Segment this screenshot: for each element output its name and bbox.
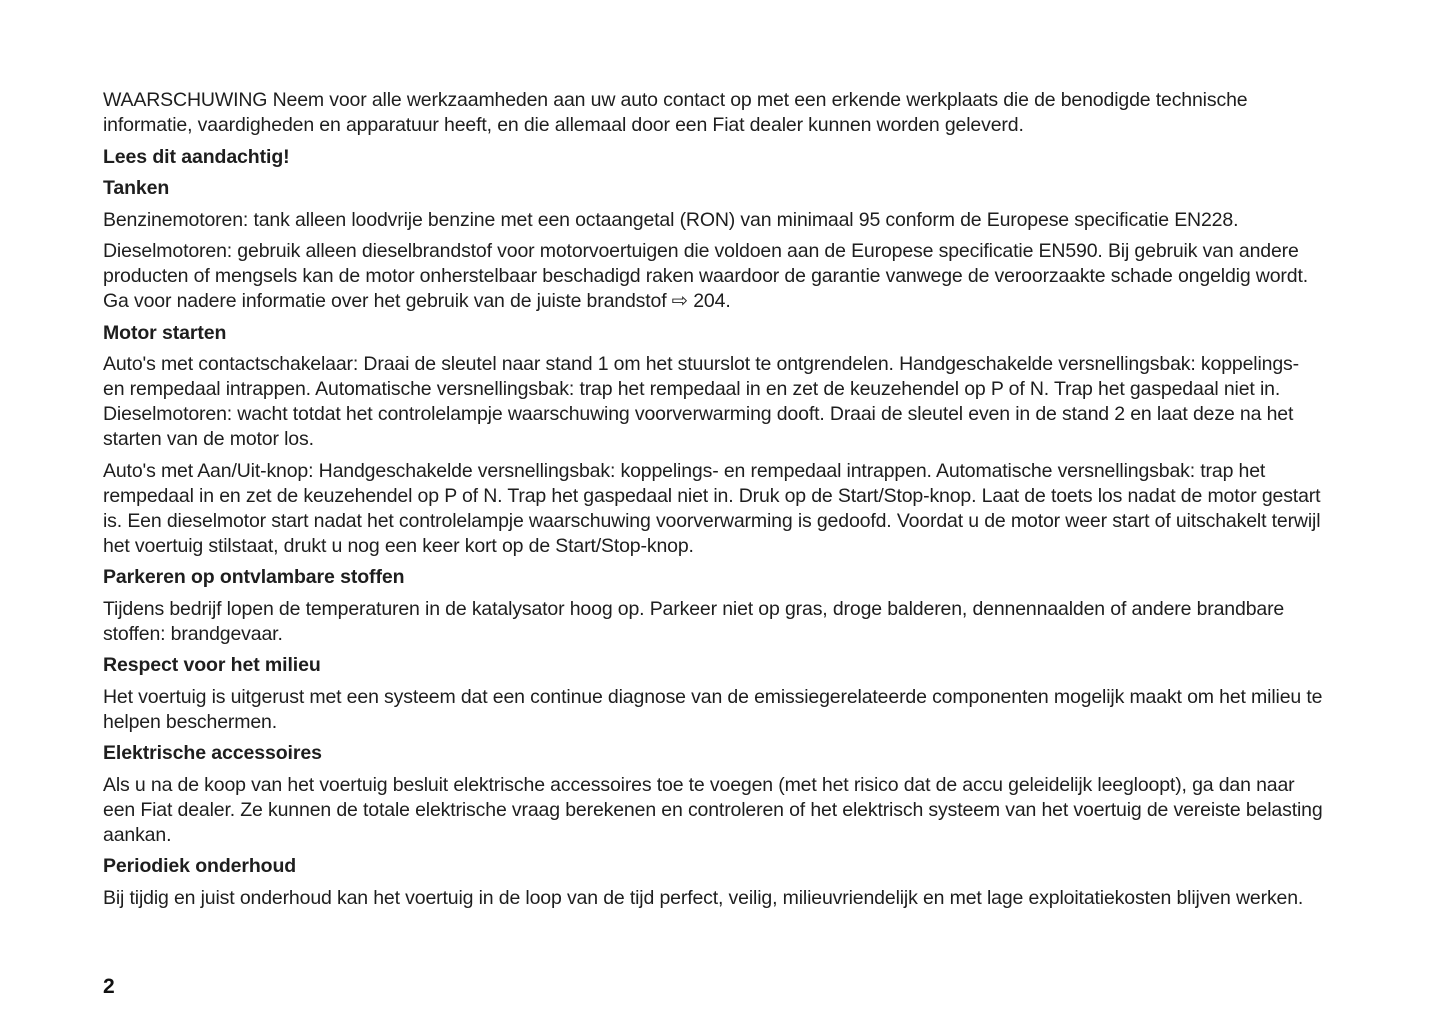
heading-motor-starten: Motor starten	[103, 321, 227, 344]
heading-lees-dit-aandachtig: Lees dit aandachtig!	[103, 145, 290, 168]
paragraph-milieu-diagnose: Het voertuig is uitgerust met een systeem dat een continue diagnose van de emissiegerelateerde componenten mogelijk maakt om het milieu te helpen beschermen.	[103, 685, 1323, 733]
paragraph-benzinemotoren: Benzinemotoren: tank alleen loodvrije benzine met een octaangetal (RON) van minimaal 95 conform de Europese specificatie EN228.	[103, 208, 1239, 231]
heading-periodiek-onderhoud: Periodiek onderhoud	[103, 855, 297, 877]
heading-parkeren-ontvlambare-stoffen: Parkeren op ontvlambare stoffen	[103, 566, 405, 588]
page-content	[103, 88, 1325, 917]
heading-respect-milieu: Respect voor het milieu	[103, 654, 321, 676]
heading-elektrische-accessoires: Elektrische accessoires	[103, 742, 322, 764]
paragraph-parkeren-katalysator: Tijdens bedrijf lopen de temperaturen in de katalysator hoog op. Parkeer niet op gras, droge balderen, dennennaalden of andere brandbare stoffen: brandgevaar.	[103, 597, 1285, 645]
paragraph-contactschakelaar: Auto's met contactschakelaar: Draai de sleutel naar stand 1 om het stuurslot te ontgrendelen. Handgeschakelde versnellingsbak: koppelings- en rempedaal intrappen. Automatische versnellingsbak: trap het rempedaal in en zet de keuzehendel op P of N. Trap het gaspedaal niet in. Dieselmotoren: wacht totdat het controlelampje waarschuwing voorverwarming dooft. Draai de sleutel even in de stand 2 en laat deze na het starten van de motor los.	[103, 353, 1299, 450]
paragraph-accessoires-accu: Als u na de koop van het voertuig besluit elektrische accessoires toe te voegen (met het risico dat de accu geleidelijk leegloopt), ga dan naar een Fiat dealer. Ze kunnen de totale elektrische vraag berekenen en controleren of het elektrisch systeem van het voertuig de vereiste belasting aankan.	[103, 773, 1323, 846]
paragraph-onderhoud: Bij tijdig en juist onderhoud kan het voertuig in de loop van de tijd perfect, veilig, milieuvriendelijk en met lage exploitatiekosten blijven werken.	[103, 886, 1304, 909]
paragraph-aan-uit-knop: Auto's met Aan/Uit-knop: Handgeschakelde versnellingsbak: koppelings- en rempedaal intrappen. Automatische versnellingsbak: trap het rempedaal in en zet de keuzehendel op P of N. Trap het gaspedaal niet in. Druk op de Start/Stop-knop. Laat de toets los nadat de motor gestart is. Een dieselmotor start nadat het controlelampje waarschuwing voorverwarming is gedoofd. Voordat u de motor weer start of uitschakelt terwijl het voertuig stilstaat, drukt u nog een keer kort op de Start/Stop-knop.	[103, 459, 1321, 557]
page-number: 2	[103, 975, 115, 998]
heading-tanken: Tanken	[103, 177, 170, 199]
warning-paragraph: WAARSCHUWING Neem voor alle werkzaamheden aan uw auto contact op met een erkende werkplaats die de benodigde technische informatie, vaardigheden en apparatuur heeft, en die allemaal door een Fiat dealer kunnen worden geleverd.	[103, 89, 1248, 136]
paragraph-dieselmotoren: Dieselmotoren: gebruik alleen dieselbrandstof voor motorvoertuigen die voldoen aan de Europese specificatie EN590. Bij gebruik van andere producten of mengsels kan de motor onherstelbaar beschadigd raken waardoor de garantie vanwege de veroorzaakte schade ongeldig wordt. Ga voor nadere informatie over het gebruik van de juiste brandstof ⇨ 204.	[103, 240, 1308, 312]
